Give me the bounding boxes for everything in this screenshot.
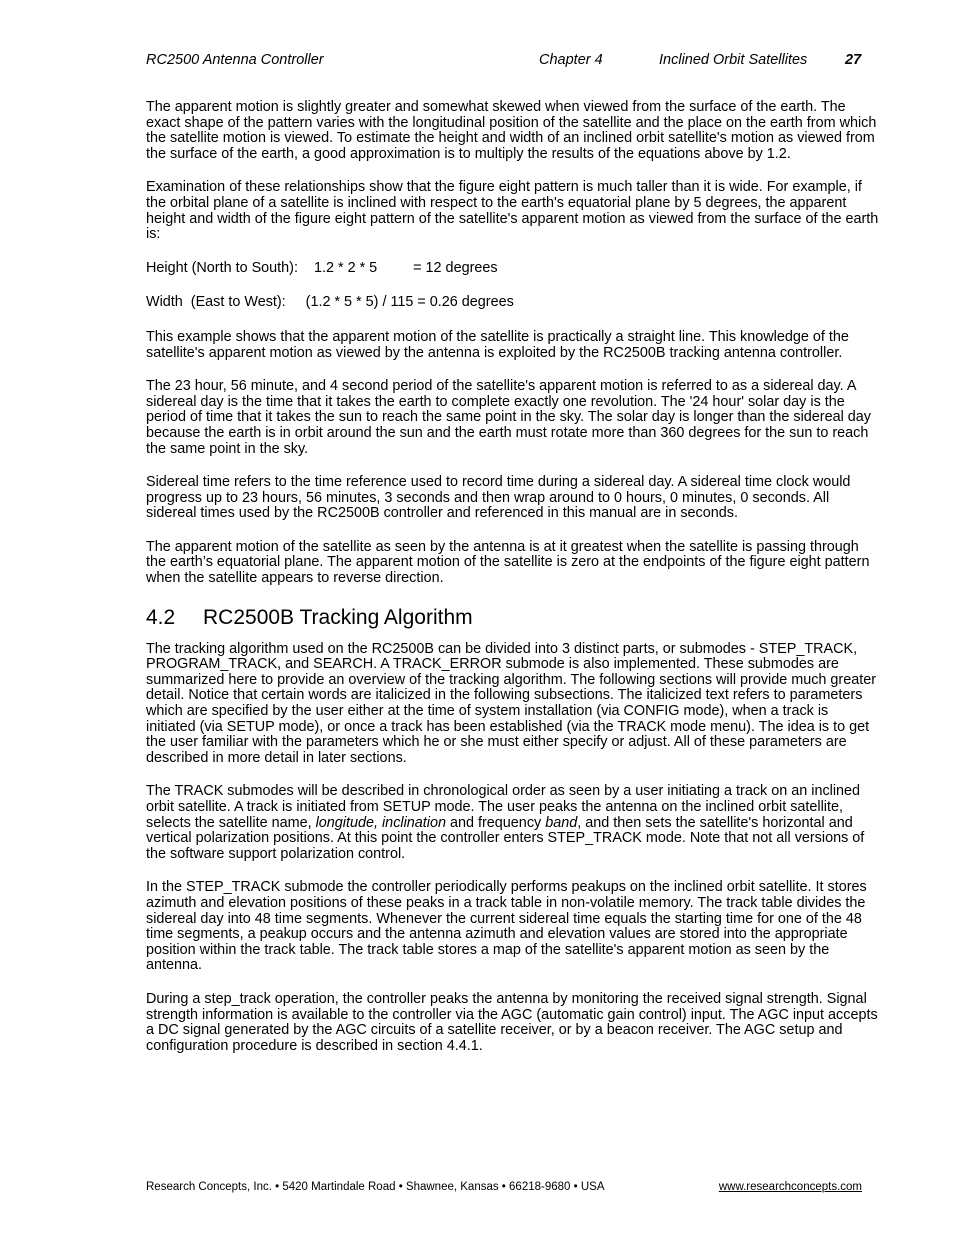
body-paragraph: The 23 hour, 56 minute, and 4 second period of the satellite's apparent motion is referred to as a sidereal day. A sidereal day is the time that it takes the earth to complete exactly one revolution. The '24 hour' solar day is the period of time that it takes the sun to reach the same point in the sky. The solar day is longer than the sidereal day because the earth is in orbit around the sun and the earth must rotate more than 360 degrees for the sun to reach the same point in the sky. — [146, 378, 872, 457]
width-formula: Width (East to West): (1.2 * 5 * 5) / 115 = 0.26 degrees — [146, 294, 514, 311]
section-heading — [146, 605, 881, 631]
section-number: 4.2 — [146, 605, 176, 629]
body-paragraph: The tracking algorithm used on the RC2500B can be divided into 3 distinct parts, or submodes - STEP_TRACK, PROGRAM_TRACK, and SEARCH. A TRACK_ERROR submode is also implemented. These submodes are summarized here to provide an overview of the tracking algorithm. The following sections will provide much greater detail. Notice that certain words are italicized in the following subsections. The italicized text refers to parameters which are specified by the user either at the time of system installation (via CONFIG mode), when a track is initiated (via SETUP mode), or once a track has been established (via the TRACK mode menu). The idea is to get the user familiar with the parameters which he or she must either specify or adjust. All of these parameters are described in more detail in later sections. — [146, 640, 877, 766]
text-run: , and then sets the satellite's horizontal and vertical polarization positions. At this point the controller enters STEP_TRACK mode. Note that not all versions of the software support polarization control. — [146, 814, 865, 862]
page-header — [146, 52, 866, 72]
header-page-number: 27 — [845, 52, 862, 68]
body-paragraph: In the STEP_TRACK submode the controller periodically performs peakups on the inclined orbit satellite. It stores azimuth and elevation positions of these peaks in a track table in non-volatile memory. The track table divides the sidereal day into 48 time segments. Whenever the current sidereal time equals the starting time for one of the 48 time segments, a peakup occurs and the antenna azimuth and elevation values are stored into the appropriate position within the track table. The track table stores a map of the satellite's apparent motion as seen by the antenna. — [146, 879, 867, 974]
page-footer — [146, 1181, 862, 1197]
footer-address: Research Concepts, Inc. • 5420 Martindale Road • Shawnee, Kansas • 66218-9680 • USA — [146, 1181, 605, 1193]
italic-parameter: longitude, inclination — [315, 814, 446, 831]
text-run: The TRACK submodes will be described in chronological order as seen by a user initiating a track on an inclined orbit satellite. A track is initiated from SETUP mode. The user peaks the antenna on the inclined orbit satellite, selects the satellite name, — [146, 783, 861, 831]
height-formula: Height (North to South): 1.2 * 2 * 5 = 12 degrees — [146, 259, 498, 276]
italic-parameter: band — [545, 814, 578, 831]
page-body — [146, 100, 881, 1072]
body-paragraph: This example shows that the apparent motion of the satellite is practically a straight line. This knowledge of the satellite's apparent motion as viewed by the antenna is exploited by the RC2500B tracking antenna controller. — [146, 328, 849, 361]
body-paragraph: The apparent motion of the satellite as seen by the antenna is at it greatest when the satellite is passing through the earth’s equatorial plane. The apparent motion of the satellite is zero at the endpoints of the figure eight pattern when the satellite appears to reverse direction. — [146, 538, 870, 587]
body-paragraph: The apparent motion is slightly greater and somewhat skewed when viewed from the surface of the earth. The exact shape of the pattern varies with the longitudinal position of the satellite and the place on the earth from which the satellite motion is viewed. To estimate the height and width of an inclined orbit satellite's motion as viewed from the surface of the earth, a good approximation is to multiply the results of the equations above by 1.2. — [146, 99, 877, 162]
body-paragraph: Sidereal time refers to the time reference used to record time during a sidereal day. A sidereal time clock would progress up to 23 hours, 56 minutes, 3 seconds and then wrap around to 0 hours, 0 minutes, 0 seconds. All sidereal times used by the RC2500B controller and referenced in this manual are in seconds. — [146, 474, 851, 522]
header-chapter: Chapter 4 — [539, 52, 603, 68]
header-section-title: Inclined Orbit Satellites — [659, 52, 808, 68]
header-manual-title: RC2500 Antenna Controller — [146, 52, 324, 68]
body-paragraph: Examination of these relationships show that the figure eight pattern is much taller than it is wide. For example, if the orbital plane of a satellite is inclined with respect to the earth's equatorial plane by 5 degrees, the apparent height and width of the figure eight pattern of the satellite's apparent motion as viewed from the surface of the earth is: — [146, 179, 879, 243]
footer-website-link[interactable]: www.researchconcepts.com — [718, 1181, 862, 1193]
section-title: RC2500B Tracking Algorithm — [203, 605, 473, 629]
text-run: and frequency — [446, 814, 546, 831]
body-paragraph-with-italics — [146, 784, 881, 862]
body-paragraph: During a step_track operation, the controller peaks the antenna by monitoring the received signal strength. Signal strength information is available to the controller via the AGC (automatic gain control) input. The AGC input accepts a DC signal generated by the AGC circuits of a satellite receiver, or by a beacon receiver. The AGC setup and configuration procedure is described in section 4.4.1. — [146, 990, 878, 1054]
